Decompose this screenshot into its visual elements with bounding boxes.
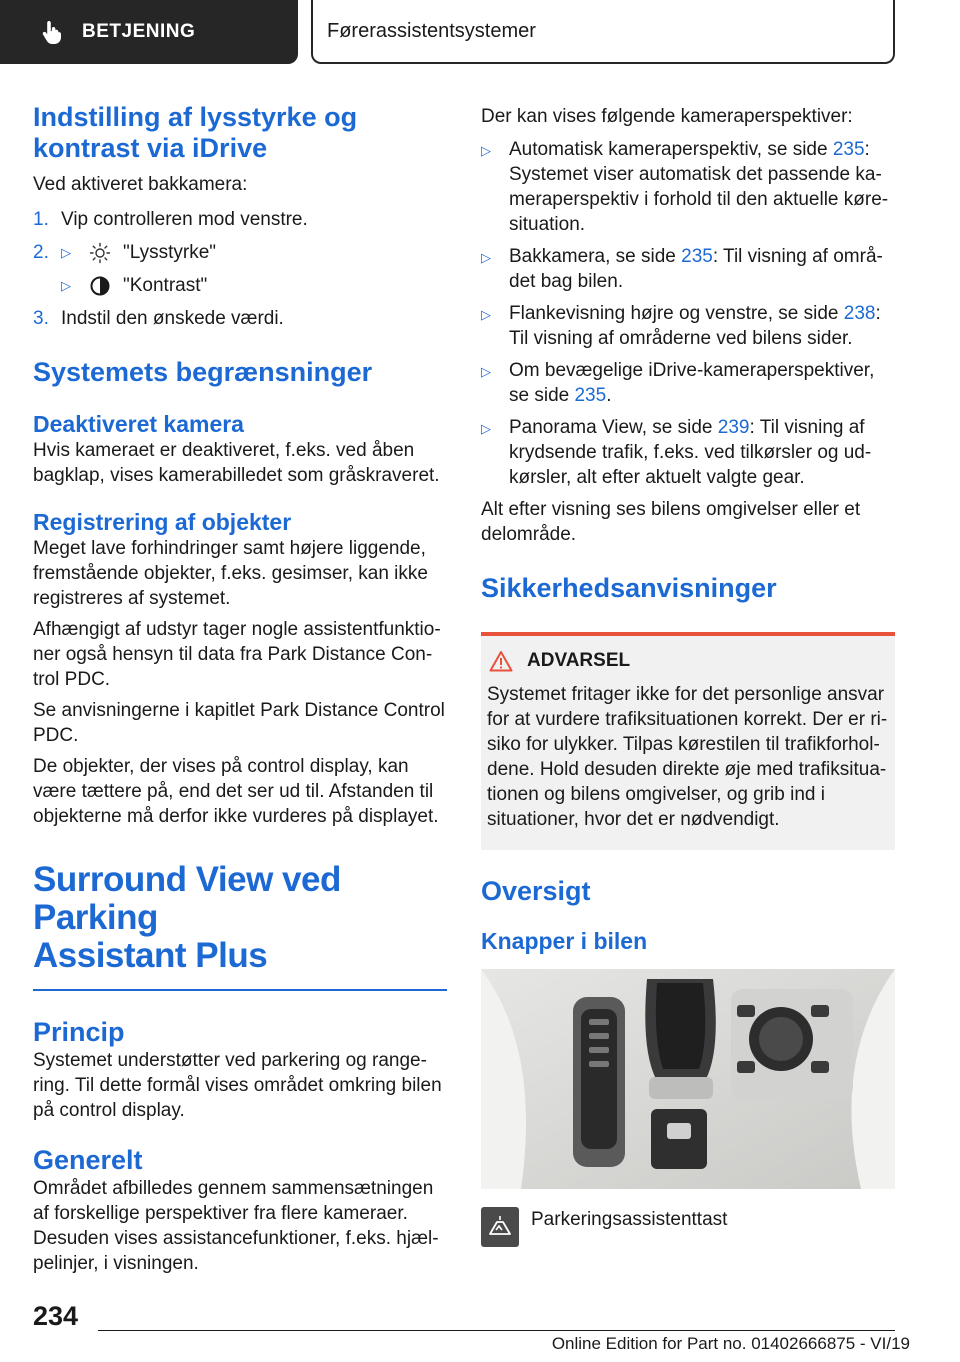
text-run: : Til visning af området bag bilen. — [509, 246, 883, 292]
step-item — [33, 306, 447, 331]
option-label: "Kontrast" — [123, 275, 208, 296]
text-run: Panorama View, se side — [509, 417, 718, 438]
paragraph: Alt efter visning ses bilens omgivelser eller et delområde. — [481, 499, 861, 545]
subheading-object-detection: Registrering af objekter — [33, 509, 292, 535]
page-link[interactable]: 235 — [832, 139, 865, 160]
page-header — [0, 0, 960, 64]
warning-text: Systemet fritager ikke for det personlige ansvar for at vurdere trafiksituationen korrekt. Der er risiko for ulykker. Tilpas kørestilen til trafikforholdene. Hold desuden direkte øje med trafiksituationen og bilens omgivelser, og grib ind i situationer, hvor det er nødvendigt. — [487, 684, 888, 830]
paragraph: Meget lave forhindringer samt højere liggende, fremstående objekter, f.eks. gesimser, kan ikke registreres af systemet. — [33, 538, 428, 609]
list-item — [481, 415, 895, 490]
subheading-camera-disabled: Deaktiveret kamera — [33, 411, 244, 437]
right-column — [481, 104, 895, 1247]
hand-pointer-icon — [40, 19, 66, 45]
chapter-title-line: Assistant Plus — [33, 936, 268, 975]
paragraph: Se anvisningerne i kapitlet Park Distance Control PDC. — [33, 700, 445, 746]
text-run: Automatisk kameraperspektiv, se side — [509, 139, 833, 160]
chapter-heading — [33, 861, 447, 991]
brightness-icon — [89, 242, 111, 264]
paragraph: Systemet understøtter ved parkering og rangering. Til dette formål vises området omkring bilen på control display. — [33, 1050, 442, 1121]
contrast-icon — [89, 275, 111, 297]
paragraph: Området afbilledes gennem sammensætningen af forskellige perspektiver fra flere kameraer. Desuden vises assistancefunktioner, f.eks. hjælpelinjer, i visningen. — [33, 1178, 439, 1274]
text-run: Flankevisning højre og venstre, se side — [509, 303, 844, 324]
intro-text: Der kan vises følgende kameraperspektiver: — [481, 106, 853, 127]
heading-divider — [33, 989, 447, 991]
intro-text: Ved aktiveret bakkamera: — [33, 174, 248, 195]
section-title: Førerassistentsystemer — [311, 0, 895, 64]
text-run: : Til visning af områderne ved bilens sider. — [509, 303, 881, 349]
step-item — [33, 240, 447, 298]
step-number: 1. — [33, 209, 49, 230]
step-number: 2. — [33, 242, 49, 263]
triangle-bullet-icon: ▷ — [481, 250, 491, 265]
triangle-bullet-icon: ▷ — [481, 421, 491, 436]
footer-divider — [98, 1330, 895, 1331]
list-item — [481, 301, 895, 351]
option-item-contrast — [61, 273, 216, 298]
step-text: Vip controlleren mod venstre. — [61, 209, 308, 230]
section-heading-brightness — [33, 102, 447, 164]
list-item — [481, 244, 895, 294]
section-heading-limitations: Systemets begrænsninger — [33, 357, 373, 387]
warning-box — [481, 632, 895, 850]
list-item-text — [509, 415, 895, 490]
list-item-text — [509, 358, 895, 408]
triangle-bullet-icon: ▷ — [481, 143, 491, 158]
caption-text: Parkeringsassistenttast — [531, 1209, 728, 1230]
list-item — [481, 358, 895, 408]
option-list — [61, 240, 216, 298]
triangle-bullet-icon: ▷ — [481, 364, 491, 379]
triangle-bullet-icon: ▷ — [61, 245, 71, 260]
chapter-tab[interactable] — [0, 0, 298, 64]
perspective-list — [481, 137, 895, 490]
step-item — [33, 207, 447, 232]
parking-assistant-button-icon — [481, 1207, 519, 1247]
warning-label: ADVARSEL — [527, 650, 631, 671]
step-text: Indstil den ønskede værdi. — [61, 308, 284, 329]
paragraph: Afhængigt af udstyr tager nogle assistentfunktioner også hensyn til data fra Park Distance Control PDC. — [33, 619, 441, 690]
triangle-bullet-icon: ▷ — [481, 307, 491, 322]
triangle-bullet-icon: ▷ — [61, 278, 71, 293]
page-link[interactable]: 235 — [681, 246, 713, 267]
left-column — [33, 102, 447, 1276]
text-run: Om bevægelige iDrive-kameraperspektiver, se side — [509, 360, 875, 406]
list-item-text — [509, 137, 895, 237]
option-label: "Lysstyrke" — [123, 242, 217, 263]
list-item — [481, 137, 895, 237]
section-heading-overview: Oversigt — [481, 876, 591, 906]
page-link[interactable]: 238 — [843, 303, 876, 324]
warning-triangle-icon — [489, 650, 513, 672]
text-run: . — [606, 385, 612, 406]
chapter-label: BETJENING — [82, 21, 196, 42]
paragraph: Hvis kameraet er deaktiveret, f.eks. ved åben bagklap, vises kamerabilledet som gråskraveret. — [33, 440, 440, 486]
edition-text: Online Edition for Part no. 01402666875 - VI/19 — [551, 1334, 910, 1353]
paragraph: De objekter, der vises på control display, kan være tættere på, end det ser ud til. Afstanden til objekterne må derfor ikke vurderes på displayet. — [33, 756, 439, 827]
photo-caption — [481, 1207, 895, 1247]
steps-list — [33, 207, 447, 331]
console-illustration — [481, 969, 895, 1189]
page-number: 234 — [33, 1301, 79, 1331]
center-console-photo — [481, 969, 895, 1189]
option-item-brightness — [61, 240, 216, 265]
heading-line: Indstilling af lysstyrke og — [33, 102, 358, 132]
chapter-title-line: Surround View ved Parking — [33, 860, 341, 937]
section-heading-principle: Princip — [33, 1017, 125, 1047]
list-item-text — [509, 244, 895, 294]
warning-header — [487, 650, 889, 672]
section-heading-safety: Sikkerhedsanvisninger — [481, 573, 777, 603]
page-link[interactable]: 239 — [717, 417, 750, 438]
list-item-text — [509, 301, 895, 351]
text-run: : Til visning af krydsende trafik, f.eks. ved tilkørsler og udkørsler, alt efter aktuelt valgte gear. — [509, 417, 872, 488]
step-number: 3. — [33, 308, 49, 329]
text-run: : Systemet viser automatisk det passende kameraperspektiv i forhold til den aktuelle køresituation. — [509, 139, 889, 235]
text-run: Bakkamera, se side — [509, 246, 682, 267]
heading-line: kontrast via iDrive — [33, 133, 268, 163]
section-heading-general: Generelt — [33, 1145, 143, 1175]
subheading-buttons: Knapper i bilen — [481, 928, 648, 954]
page-link[interactable]: 235 — [574, 385, 607, 406]
